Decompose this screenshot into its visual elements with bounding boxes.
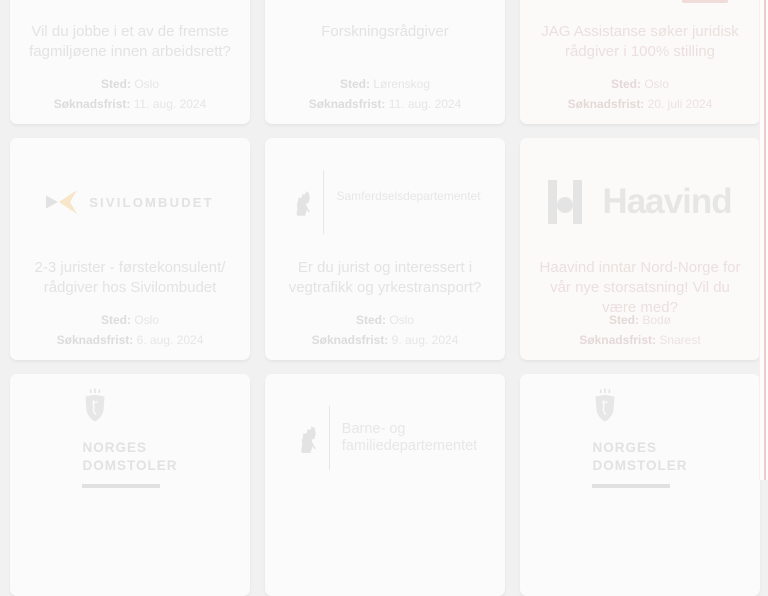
norges-domstoler-logo (82, 388, 177, 488)
frist-value: 6. aug. 2024 (136, 333, 204, 347)
job-card[interactable] (10, 374, 250, 596)
court-crest-icon (592, 388, 618, 424)
norges-domstoler-line2: DOMSTOLER (592, 458, 688, 473)
job-meta (265, 313, 505, 348)
sted-value: Oslo (134, 313, 160, 327)
frist-value: 11. aug. 2024 (133, 97, 207, 111)
department-name: Samferdselsdepartementet (336, 189, 481, 203)
job-card[interactable] (520, 138, 760, 360)
job-meta (265, 77, 505, 112)
norwegian-lion-icon (289, 187, 311, 217)
logo-underline (82, 484, 160, 488)
job-meta (10, 313, 250, 348)
sted-value: Oslo (389, 313, 415, 327)
frist-label: Søknadsfrist: (56, 333, 134, 347)
frist-value: 9. aug. 2024 (391, 333, 459, 347)
frist-label: Søknadsfrist: (53, 97, 131, 111)
employer-logo-area (534, 154, 746, 250)
norges-domstoler-logo (592, 388, 687, 488)
haavind-h-mark-icon (548, 180, 582, 224)
sivilombudet-chevrons-icon (46, 188, 78, 216)
sted-label: Sted: (100, 313, 131, 327)
samferdselsdepartementet-logo (289, 170, 480, 234)
sted-label: Sted: (355, 313, 386, 327)
job-meta (10, 77, 250, 112)
sted-label: Sted: (608, 313, 639, 327)
frist-label: Søknadsfrist: (311, 333, 389, 347)
job-meta (520, 313, 760, 348)
department-name-line2: familiedepartementet (341, 438, 478, 454)
department-name-line1: Barne- og (341, 421, 406, 437)
jag-logo-fragment-icon (682, 0, 728, 3)
norges-domstoler-line2: DOMSTOLER (82, 458, 178, 473)
logo-underline (592, 484, 670, 488)
job-card[interactable] (10, 138, 250, 360)
sted-label: Sted: (610, 77, 641, 91)
job-card[interactable] (520, 374, 760, 596)
barne-og-familiedepartementet-logo (293, 406, 477, 470)
sivilombudet-logo (46, 188, 214, 216)
sivilombudet-wordmark: SIVILOMBUDET (89, 194, 214, 210)
frist-label: Søknadsfrist: (579, 333, 656, 347)
haavind-logo (548, 180, 731, 224)
job-title: 2-3 jurister - førstekonsulent/ rådgiver hos Sivilombudet (34, 259, 226, 296)
sted-label: Sted: (100, 77, 131, 91)
sted-value: Lørenskog (373, 77, 431, 91)
job-title: Haavind inntar Nord-Norge for vår nye storsatsning! Vil du være med? (539, 259, 741, 316)
job-title: Er du jurist og interessert i vegtrafikk og yrkestransport? (288, 259, 482, 296)
employer-logo-area (279, 390, 491, 486)
employer-logo-area (24, 0, 236, 14)
scrollbar-track-line (764, 0, 766, 480)
job-card-grid (10, 0, 760, 596)
job-title: Vil du jobbe i et av de fremste fagmiljøene innen arbeidsrett? (29, 23, 231, 60)
sted-value: Bodø (642, 313, 672, 327)
job-title: JAG Assistanse søker juridisk rådgiver i 100% stilling (541, 23, 739, 60)
job-card[interactable] (265, 138, 505, 360)
logo-divider (323, 170, 324, 234)
frist-value: Snarest (659, 333, 701, 347)
haavind-wordmark: Haavind (602, 182, 732, 221)
sted-label: Sted: (339, 77, 370, 91)
frist-label: Søknadsfrist: (567, 97, 645, 111)
norwegian-lion-icon (293, 422, 317, 454)
frist-value: 11. aug. 2024 (388, 97, 462, 111)
scrollbar[interactable] (759, 0, 768, 480)
employer-logo-area (24, 154, 236, 250)
department-name (342, 421, 477, 455)
employer-logo-area (534, 390, 746, 486)
job-card[interactable] (265, 0, 505, 124)
employer-logo-area (279, 0, 491, 14)
logo-divider (329, 406, 330, 470)
sted-value: Oslo (644, 77, 670, 91)
employer-logo-area (24, 390, 236, 486)
employer-logo-area (279, 154, 491, 250)
frist-value: 20. juli 2024 (647, 97, 713, 111)
job-title: Forskningsrådgiver (321, 23, 449, 40)
job-card[interactable] (10, 0, 250, 124)
job-card[interactable] (265, 374, 505, 596)
court-crest-icon (82, 388, 108, 424)
sted-value: Oslo (134, 77, 160, 91)
job-card[interactable] (520, 0, 760, 124)
norges-domstoler-line1: NORGES (592, 440, 657, 455)
job-meta (520, 77, 760, 112)
frist-label: Søknadsfrist: (308, 97, 386, 111)
norges-domstoler-line1: NORGES (82, 440, 147, 455)
